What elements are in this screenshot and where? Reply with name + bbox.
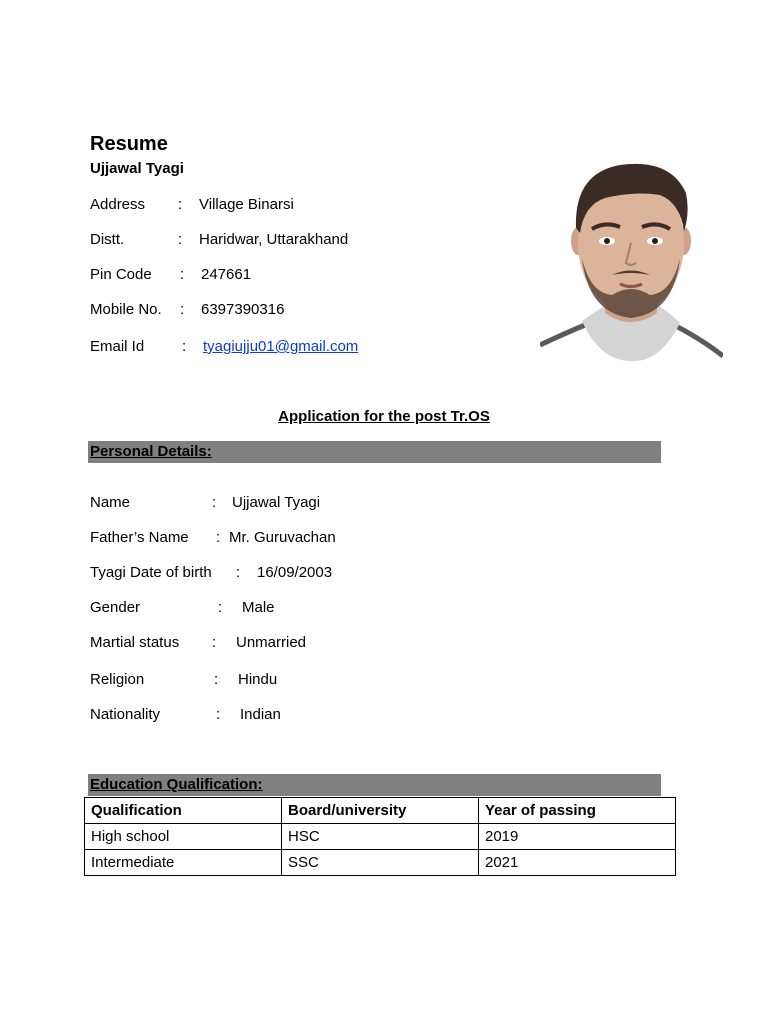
address-value: Village Binarsi [199,196,294,213]
personal-label-father: Father’s Name [90,529,189,546]
personal-label-dob: Tyagi Date of birth [90,564,212,581]
personal-value-nationality: Indian [240,706,281,723]
email-link[interactable]: tyagiujju01@gmail.com [203,338,359,355]
personal-colon-gender: : [218,599,223,616]
education-bar [88,774,661,796]
personal-details-bar [88,441,661,463]
pincode-value: 247661 [201,266,252,283]
mobile-label: Mobile No. [90,301,162,318]
personal-label-nationality: Nationality [90,706,161,723]
personal-label-name: Name [90,494,131,511]
education-title: Education Qualification: [90,776,263,793]
email-label: Email Id [90,338,145,355]
education-header-year: Year of passing [479,798,676,824]
pincode-label: Pin Code [90,266,152,283]
education-table [84,797,676,876]
mobile-value: 6397390316 [201,301,285,318]
personal-label-religion: Religion [90,671,145,688]
education-cell-year: 2019 [479,824,676,850]
email-colon: : [182,338,187,355]
personal-label-marital: Martial status [90,634,180,651]
mobile-colon: : [180,301,185,318]
personal-colon-name: : [212,494,217,511]
address-colon: : [178,196,183,213]
personal-colon-father: : [216,529,221,546]
pincode-colon: : [180,266,185,283]
personal-value-gender: Male [242,599,275,616]
education-cell-year: 2021 [479,850,676,876]
education-cell-qualification: High school [85,824,282,850]
education-header-board: Board/university [282,798,479,824]
resume-title: Resume [90,133,168,155]
personal-label-gender: Gender [90,599,141,616]
applicant-name-heading: Ujjawal Tyagi [90,160,184,177]
personal-value-name: Ujjawal Tyagi [232,494,321,511]
education-cell-board: SSC [282,850,479,876]
address-label: Address [90,196,146,213]
personal-details-title: Personal Details: [90,443,212,460]
personal-value-marital: Unmarried [236,634,307,651]
application-heading: Application for the post Tr.OS [278,408,490,425]
table-row [85,824,676,850]
district-label: Distt. [90,231,125,248]
personal-colon-nationality: : [216,706,221,723]
education-table-header-row [85,798,676,824]
personal-value-religion: Hindu [238,671,278,688]
district-colon: : [178,231,183,248]
personal-value-dob: 16/09/2003 [257,564,333,581]
personal-colon-marital: : [212,634,217,651]
education-cell-qualification: Intermediate [85,850,282,876]
education-header-qualification: Qualification [85,798,282,824]
applicant-photo [540,153,723,363]
personal-colon-dob: : [236,564,241,581]
personal-colon-religion: : [214,671,219,688]
table-row [85,850,676,876]
personal-value-father: Mr. Guruvachan [229,529,336,546]
education-cell-board: HSC [282,824,479,850]
district-value: Haridwar, Uttarakhand [199,231,349,248]
